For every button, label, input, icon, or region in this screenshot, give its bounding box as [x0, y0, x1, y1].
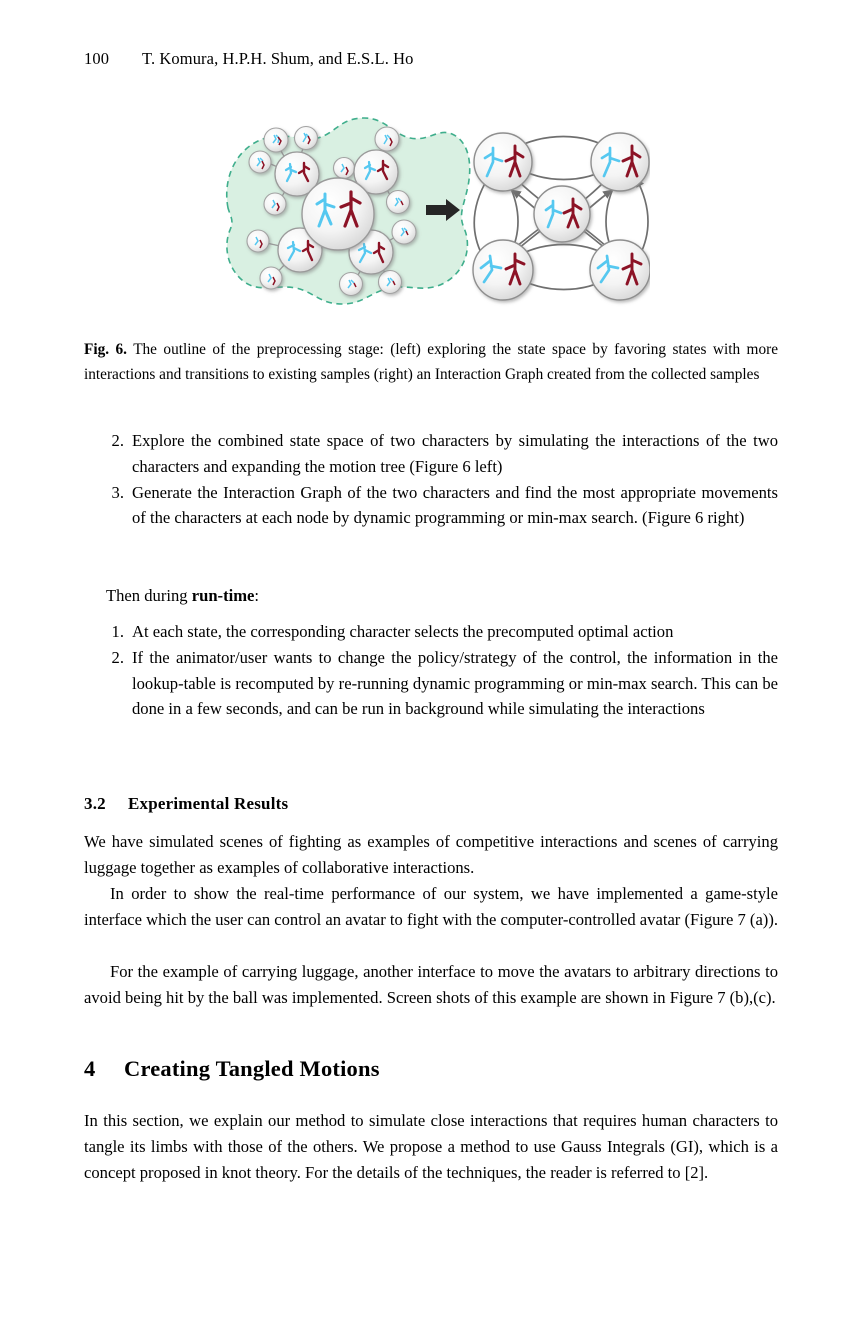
- runtime-steps-list: [98, 619, 778, 722]
- section-title: Creating Tangled Motions: [124, 1056, 380, 1081]
- figure-6-graphic: [214, 104, 650, 316]
- exploration-root-node: [302, 178, 374, 250]
- running-head: [84, 49, 784, 69]
- preprocessing-steps-list: [98, 428, 778, 531]
- list-item: [98, 480, 778, 532]
- list-item-text: If the animator/user wants to change the policy/strategy of the control, the information in the lookup-table is recomputed by re-running dynamic programming or min-max search. This can be done in a few seconds, and can be run in background while simulating the interactions: [132, 647, 778, 719]
- list-item: [98, 645, 778, 722]
- figure-6: [84, 104, 778, 316]
- subsection-paragraph-3: For the example of carrying luggage, another interface to move the avatars to arbitrary directions to avoid being hit by the ball was implemented. Screen shots of this example are shown in Figure 7 (b),(c).: [84, 962, 778, 1007]
- interaction-graph-nodes: [473, 133, 650, 300]
- runtime-intro: [84, 583, 800, 609]
- list-item-number: 3.: [111, 482, 124, 502]
- subsection-title: Experimental Results: [128, 794, 289, 813]
- list-item: [98, 619, 778, 645]
- list-item-text: Explore the combined state space of two characters by simulating the interactions of the two characters and expanding the motion tree (Figure 6 left): [132, 431, 778, 476]
- list-item-text: Generate the Interaction Graph of the two characters and find the most appropriate movements of the characters at each node by dynamic programming or min-max search. (Figure 6 right): [132, 482, 778, 528]
- figure-6-svg: [214, 104, 650, 316]
- running-head-authors: T. Komura, H.P.H. Shum, and E.S.L. Ho: [142, 49, 414, 68]
- list-item: [98, 428, 778, 480]
- section-heading-4: [84, 1056, 778, 1082]
- subsection-number: 3.2: [84, 794, 106, 813]
- subsection-paragraph-1: We have simulated scenes of fighting as examples of competitive interactions and scenes of carrying luggage together as examples of collaborative interactions.: [84, 832, 778, 877]
- page-number: 100: [84, 49, 110, 68]
- subsection-heading-3-2: [84, 794, 778, 814]
- list-item-number: 2.: [111, 647, 124, 667]
- list-item-number: 2.: [111, 431, 124, 450]
- section-paragraph-1: In this section, we explain our method to simulate close interactions that requires human characters to tangle its limbs with those of the others. We propose a method to use Gauss Integrals (GI), which is a concept proposed in knot theory. For the details of the techniques, the reader is referred to [2].: [84, 1111, 778, 1182]
- figure-label: Fig. 6.: [84, 341, 127, 358]
- runtime-intro-emphasis: run-time: [191, 586, 255, 605]
- list-item-text: At each state, the corresponding character selects the precomputed optimal action: [132, 622, 674, 641]
- list-item-number: 1.: [111, 622, 124, 641]
- runtime-intro-trail: :: [254, 586, 260, 605]
- section-number: 4: [84, 1056, 96, 1081]
- figure-caption-text: The outline of the preprocessing stage: (left) exploring the state space by favoring states with more interactions and transitions to existing samples (right) an Interaction Graph created from the collected samples: [84, 341, 778, 383]
- runtime-intro-lead: Then during: [106, 586, 192, 605]
- figure-caption: [84, 338, 778, 387]
- subsection-paragraph-2: In order to show the real-time performance of our system, we have implemented a game-style interface which the user can control an avatar to fight with the computer-controlled avatar (Figure 7 (a)).: [84, 884, 779, 929]
